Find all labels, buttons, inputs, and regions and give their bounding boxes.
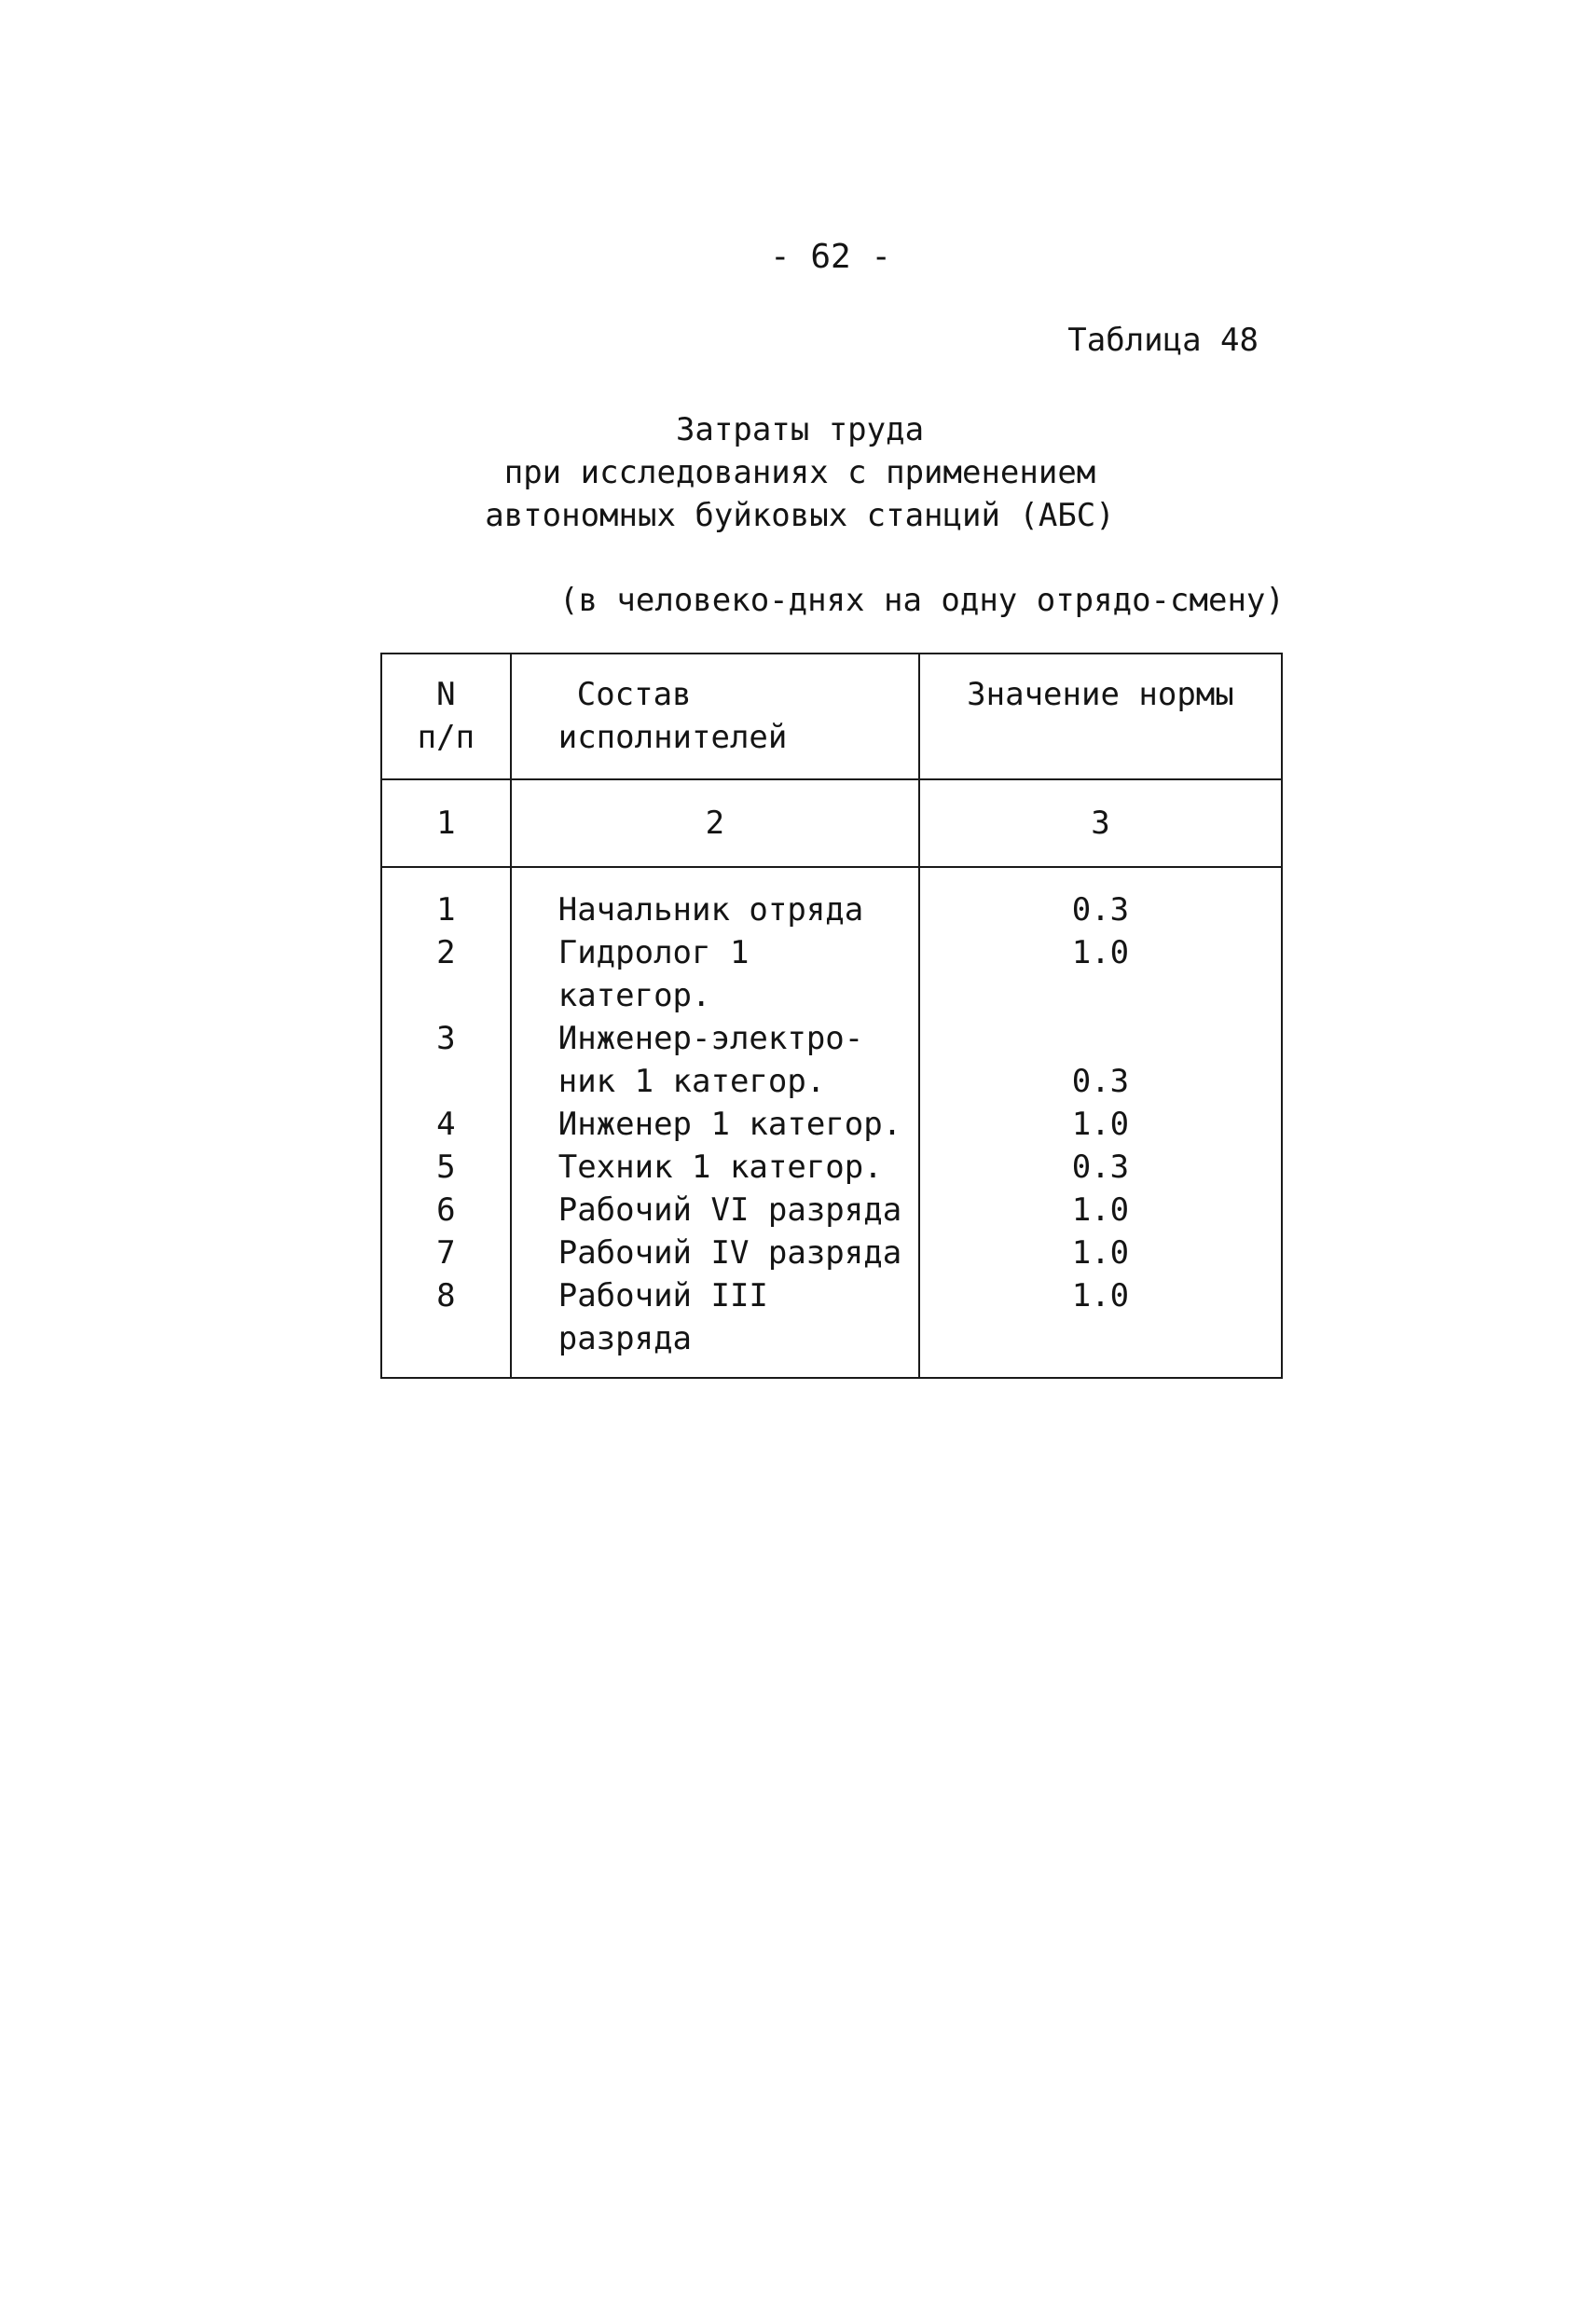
row-value: 1.0 — [919, 1274, 1282, 1378]
table-row — [381, 1274, 1282, 1378]
table-label: Таблица 48 — [1067, 322, 1259, 359]
row-role: Гидролог 1 категор. — [511, 931, 919, 1017]
row-number: 5 — [381, 1146, 511, 1189]
row-role: Инженер-электро- — [511, 1017, 919, 1060]
table-row — [381, 867, 1282, 931]
header-role-line-1: Состав — [576, 676, 692, 713]
row-number: 1 — [381, 867, 511, 931]
row-number: 8 — [381, 1274, 511, 1378]
row-role: Начальник отряда — [511, 867, 919, 931]
header-value: Значение нормы — [919, 654, 1282, 779]
row-number — [381, 1060, 511, 1103]
column-number-row — [381, 779, 1282, 867]
page-number: - 62 - — [769, 238, 892, 276]
table-row — [381, 1232, 1282, 1274]
table-row — [381, 1189, 1282, 1232]
row-number: 4 — [381, 1103, 511, 1146]
header-number-line-1: N — [436, 676, 456, 713]
row-value: 1.0 — [919, 1232, 1282, 1274]
row-number: 2 — [381, 931, 511, 1017]
table-row — [381, 1060, 1282, 1103]
column-number: 3 — [919, 779, 1282, 867]
title-line-1: Затраты труда — [675, 411, 925, 448]
header-role-line-2: исполнителей — [557, 719, 788, 756]
row-value: 0.3 — [919, 1060, 1282, 1103]
column-number: 1 — [381, 779, 511, 867]
table-header-row — [381, 654, 1282, 779]
row-value: 0.3 — [919, 867, 1282, 931]
table-row — [381, 1103, 1282, 1146]
column-number: 2 — [511, 779, 919, 867]
table-title — [0, 408, 1596, 537]
row-number: 3 — [381, 1017, 511, 1060]
header-number-line-2: п/п — [417, 719, 475, 756]
row-number: 6 — [381, 1189, 511, 1232]
row-value — [919, 1017, 1282, 1060]
row-role: Рабочий IV разряда — [511, 1232, 919, 1274]
header-number — [381, 654, 511, 779]
title-line-2: при исследованиях с применением — [503, 454, 1096, 491]
header-role — [511, 654, 919, 779]
labor-norms-table — [380, 653, 1283, 1379]
title-line-3: автономных буйковых станций (АБС) — [485, 497, 1115, 534]
row-role: Инженер 1 категор. — [511, 1103, 919, 1146]
row-value: 1.0 — [919, 1103, 1282, 1146]
table-row — [381, 931, 1282, 1017]
row-value: 1.0 — [919, 1189, 1282, 1232]
row-role: Рабочий III разряда — [511, 1274, 919, 1378]
row-role: ник 1 категор. — [511, 1060, 919, 1103]
row-value: 0.3 — [919, 1146, 1282, 1189]
row-value: 1.0 — [919, 931, 1282, 1017]
row-number: 7 — [381, 1232, 511, 1274]
row-role: Рабочий VI разряда — [511, 1189, 919, 1232]
units-note: (в человеко-днях на одну отрядо-смену) — [559, 582, 1285, 619]
table-row — [381, 1146, 1282, 1189]
row-role: Техник 1 категор. — [511, 1146, 919, 1189]
table-row — [381, 1017, 1282, 1060]
